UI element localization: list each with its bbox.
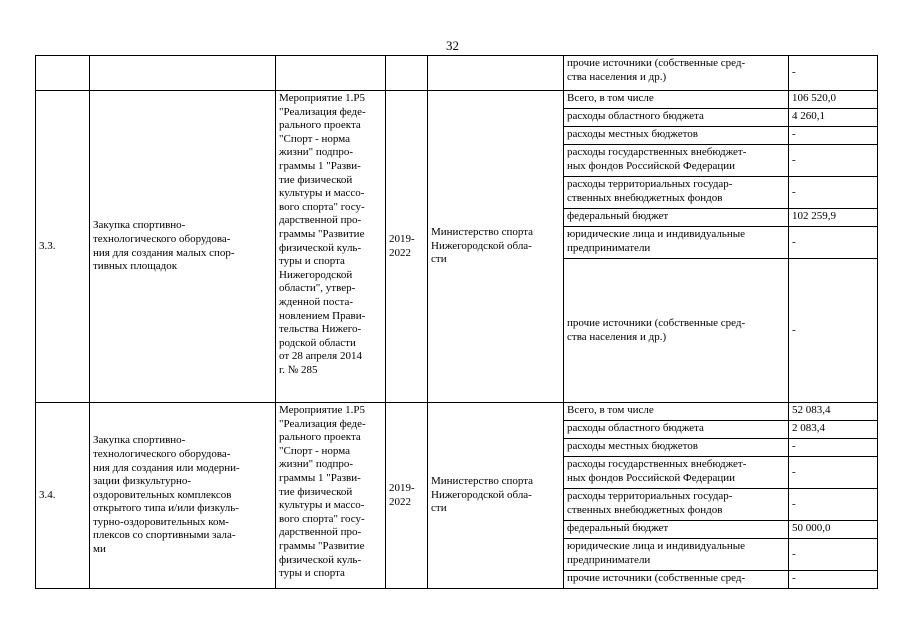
finance-amount: 106 520,0: [789, 91, 878, 109]
finance-source: Всего, в том числе: [564, 91, 789, 109]
item-number: 3.3.: [36, 91, 90, 403]
finance-source: прочие источники (собственные сред- ства населения и др.): [564, 56, 789, 91]
finance-source: юридические лица и индивидуальные предприниматели: [564, 539, 789, 571]
finance-amount: -: [789, 56, 878, 91]
item-name: Закупка спортивно- технологического оборудова- ния для создания или модерни- зации физкультурно- оздоровительных комплексов открытого типа и/или физкуль- турно-оздоровительных ком- плексов со спортивными зала- ми: [90, 403, 276, 589]
finance-amount: 4 260,1: [789, 109, 878, 127]
finance-source: прочие источники (собственные сред-: [564, 571, 789, 589]
finance-source: федеральный бюджет: [564, 521, 789, 539]
finance-amount: -: [789, 259, 878, 403]
finance-amount: 50 000,0: [789, 521, 878, 539]
finance-amount: -: [789, 145, 878, 177]
finance-amount: -: [789, 439, 878, 457]
finance-source: расходы областного бюджета: [564, 421, 789, 439]
finance-source: расходы территориальных государ- ственных внебюджетных фондов: [564, 177, 789, 209]
finance-amount: -: [789, 457, 878, 489]
finance-source: расходы государственных внебюджет- ных фондов Российской Федерации: [564, 145, 789, 177]
finance-source: Всего, в том числе: [564, 403, 789, 421]
finance-amount: -: [789, 489, 878, 521]
finance-amount: -: [789, 177, 878, 209]
item-number: 3.4.: [36, 403, 90, 589]
finance-amount: -: [789, 127, 878, 145]
item-executor: Министерство спорта Нижегородской обла- сти: [428, 91, 564, 403]
table-row-3-4: [36, 403, 878, 421]
finance-source: расходы территориальных государ- ственных внебюджетных фондов: [564, 489, 789, 521]
cell-executor-empty: [428, 56, 564, 91]
cell-num-empty: [36, 56, 90, 91]
cell-years-empty: [386, 56, 428, 91]
finance-source: юридические лица и индивидуальные предприниматели: [564, 227, 789, 259]
cell-name-empty: [90, 56, 276, 91]
finance-amount: -: [789, 227, 878, 259]
cell-basis-empty: [276, 56, 386, 91]
finance-source: расходы областного бюджета: [564, 109, 789, 127]
finance-amount: 102 259,9: [789, 209, 878, 227]
program-table: [35, 55, 878, 589]
finance-source: федеральный бюджет: [564, 209, 789, 227]
item-basis: Мероприятие 1.Р5 "Реализация феде- рального проекта "Спорт - норма жизни" подпро- граммы 1 "Разви- тие физической культуры и массо- вого спорта" госу- дарственной про- граммы "Развитие физической куль- туры и спорта Нижегородской области", утвер- жденной поста- новлением Прави- тельства Нижего- родской области от 28 апреля 2014 г. № 285: [276, 91, 386, 403]
finance-amount: -: [789, 539, 878, 571]
finance-amount: 2 083,4: [789, 421, 878, 439]
item-years: 2019- 2022: [386, 403, 428, 589]
item-years: 2019- 2022: [386, 91, 428, 403]
finance-amount: -: [789, 571, 878, 589]
finance-source: расходы местных бюджетов: [564, 127, 789, 145]
table-row-3-3: [36, 91, 878, 109]
item-executor: Министерство спорта Нижегородской обла- сти: [428, 403, 564, 589]
finance-source: прочие источники (собственные сред- ства населения и др.): [564, 259, 789, 403]
finance-amount: 52 083,4: [789, 403, 878, 421]
finance-source: расходы государственных внебюджет- ных фондов Российской Федерации: [564, 457, 789, 489]
table-row-carryover: [36, 56, 878, 91]
page-number: 32: [446, 38, 459, 53]
item-basis: Мероприятие 1.Р5 "Реализация феде- рального проекта "Спорт - норма жизни" подпро- граммы 1 "Разви- тие физической культуры и массо- вого спорта" госу- дарственной про- граммы "Развитие физической куль- туры и спорта: [276, 403, 386, 589]
item-name: Закупка спортивно- технологического оборудова- ния для создания малых спор- тивных площадок: [90, 91, 276, 403]
finance-source: расходы местных бюджетов: [564, 439, 789, 457]
